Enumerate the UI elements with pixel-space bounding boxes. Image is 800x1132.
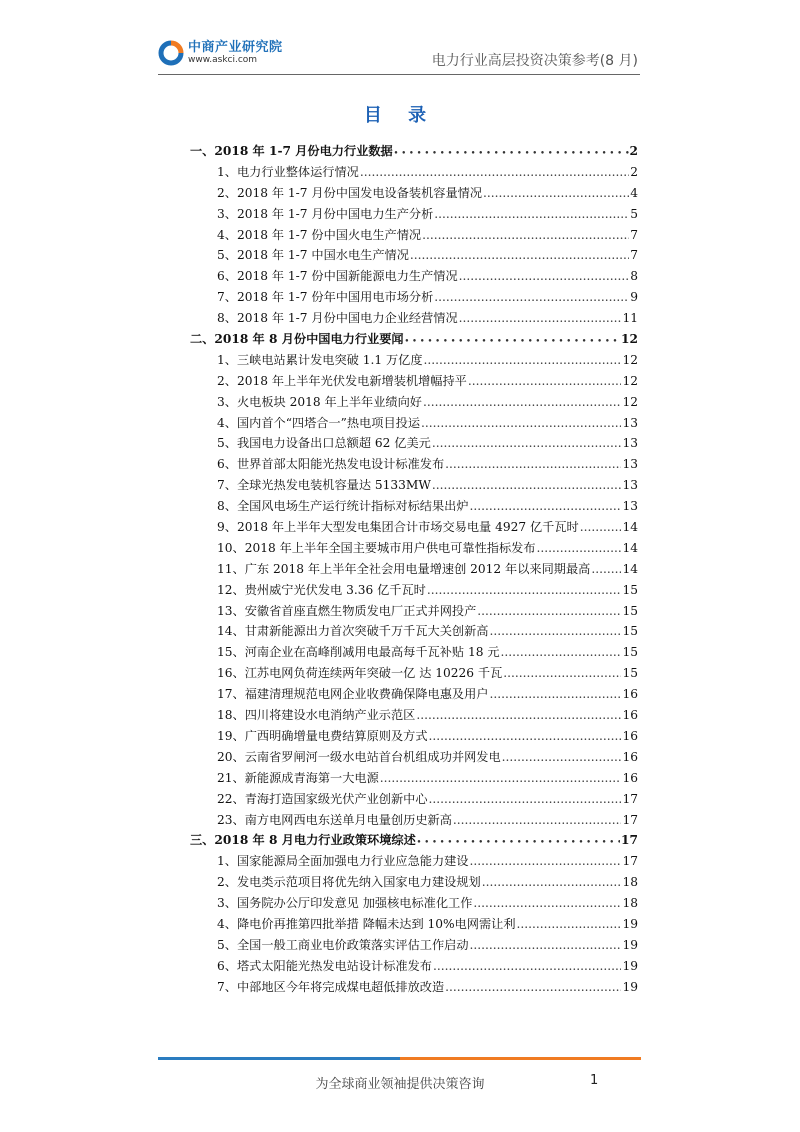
toc-entry-page: 19: [622, 979, 638, 994]
toc-entry-title: 8、2018 年 1-7 月份中国电力企业经营情况: [217, 311, 458, 326]
toc-leader-dots: [423, 395, 622, 409]
toc-item[interactable]: [190, 163, 638, 184]
toc-leader-dots: [503, 666, 621, 680]
toc-entry-page: 15: [622, 582, 638, 597]
toc-leader-dots: [421, 416, 621, 430]
toc-entry-title: 21、新能源成青海第一大电源: [217, 770, 379, 785]
toc-heading: 目 录: [363, 105, 437, 126]
toc-item[interactable]: [190, 852, 638, 873]
toc-entry-page: 12: [622, 394, 638, 409]
logo-name: 中商产业研究院: [188, 40, 283, 55]
toc-leader-dots: [473, 896, 621, 910]
toc-entry-title: 4、国内首个“四塔合一”热电项目投运: [217, 415, 421, 430]
toc-item[interactable]: [190, 873, 638, 894]
toc-leader-dots: [459, 269, 630, 283]
footer-divider-orange: [400, 1057, 641, 1060]
toc-entry-title: 23、南方电网西电东送单月电量创历史新高: [217, 812, 452, 827]
toc-item[interactable]: [190, 581, 638, 602]
toc-entry-title: 17、福建清理规范电网企业收费确保降电惠及用户: [217, 687, 489, 702]
toc-item[interactable]: [190, 351, 638, 372]
toc-item[interactable]: [190, 267, 638, 288]
toc-item[interactable]: [190, 602, 638, 623]
toc-leader-dots: [470, 854, 622, 868]
toc-entry-page: 16: [622, 728, 638, 743]
toc-item[interactable]: [190, 811, 638, 832]
toc-item[interactable]: [190, 226, 638, 247]
toc-leader-dots: [434, 207, 629, 221]
toc-entry-title: 3、国务院办公厅印发意见 加强核电标准化工作: [217, 896, 473, 911]
toc-entry-page: 13: [622, 436, 638, 451]
toc-entry-title: 15、河南企业在高峰削减用电最高每千瓦补贴 18 元: [217, 645, 500, 660]
toc-entry-title: 11、广东 2018 年上半年全社会用电量增速创 2012 年以来同期最高: [217, 561, 591, 576]
page-header: [158, 38, 638, 72]
toc-entry-page: 16: [622, 708, 638, 723]
toc-entry-title: 3、火电板块 2018 年上半年业绩向好: [217, 394, 422, 409]
toc-section[interactable]: [190, 330, 638, 351]
toc-leader-dots: [394, 144, 629, 158]
toc-leader-dots: [482, 875, 622, 889]
toc-leader-dots: [537, 541, 622, 555]
toc-item[interactable]: [190, 560, 638, 581]
toc-section[interactable]: [190, 831, 638, 852]
toc-entry-page: 13: [622, 457, 638, 472]
toc-entry-page: 13: [622, 478, 638, 493]
toc-entry-page: 12: [621, 332, 638, 347]
footer-divider-blue: [158, 1057, 400, 1060]
toc-entry-page: 13: [622, 415, 638, 430]
toc-leader-dots: [360, 165, 629, 179]
toc-entry-title: 20、云南省罗闸河一级水电站首台机组成功并网发电: [217, 749, 501, 764]
toc-leader-dots: [432, 436, 622, 450]
toc-entry-title: 6、世界首部太阳能光热发电设计标准发布: [217, 457, 445, 472]
toc-entry-title: 一、2018 年 1-7 月份电力行业数据: [190, 144, 393, 158]
toc-entry-page: 17: [621, 833, 638, 848]
toc-entry-title: 16、江苏电网负荷连续两年突破一亿 达 10226 千瓦: [217, 666, 503, 681]
toc-item[interactable]: [190, 894, 638, 915]
toc-leader-dots: [380, 771, 622, 785]
toc-entry-title: 5、我国电力设备出口总额超 62 亿美元: [217, 436, 431, 451]
toc-entry-page: 15: [622, 603, 638, 618]
toc-item[interactable]: [190, 455, 638, 476]
toc-entry-title: 5、2018 年 1-7 中国水电生产情况: [217, 248, 409, 263]
toc-entry-title: 1、国家能源局全面加强电力行业应急能力建设: [217, 854, 469, 869]
toc-item[interactable]: [190, 309, 638, 330]
toc-leader-dots: [405, 332, 620, 346]
toc-item[interactable]: [190, 915, 638, 936]
toc-entry-title: 5、全国一般工商业电价政策落实评估工作启动: [217, 937, 469, 952]
toc-item[interactable]: [190, 372, 638, 393]
toc-leader-dots: [410, 248, 629, 262]
toc-entry-title: 18、四川将建设水电消纳产业示范区: [217, 708, 416, 723]
toc-item[interactable]: [190, 622, 638, 643]
toc-entry-title: 19、广西明确增量电费结算原则及方式: [217, 728, 428, 743]
toc-entry-title: 二、2018 年 8 月份中国电力行业要闻: [190, 332, 404, 347]
toc-leader-dots: [416, 708, 621, 722]
toc-entry-page: 16: [622, 770, 638, 785]
toc-entry-page: 15: [622, 645, 638, 660]
toc-leader-dots: [591, 562, 621, 576]
toc-item[interactable]: [190, 936, 638, 957]
footer-slogan: 为全球商业领袖提供决策咨询: [315, 1077, 485, 1092]
toc-leader-dots: [501, 645, 622, 659]
toc-item[interactable]: [190, 978, 638, 999]
logo-url: www.askci.com: [188, 55, 258, 65]
page-number: 1: [590, 1073, 599, 1088]
toc-entry-title: 4、2018 年 1-7 份中国火电生产情况: [217, 227, 422, 242]
toc-leader-dots: [445, 980, 621, 994]
toc-entry-page: 14: [622, 520, 638, 535]
toc-leader-dots: [502, 750, 622, 764]
toc-entry-title: 6、2018 年 1-7 份中国新能源电力生产情况: [217, 269, 458, 284]
toc-leader-dots: [483, 186, 629, 200]
toc-entry-title: 22、青海打造国家级光伏产业创新中心: [217, 791, 428, 806]
toc-entry-page: 19: [622, 937, 638, 952]
header-divider: [158, 74, 640, 75]
toc-entry-page: 17: [622, 812, 638, 827]
toc-entry-title: 4、降电价再推第四批举措 降幅未达到 10%电网需让利: [217, 916, 516, 931]
toc-entry-page: 15: [622, 666, 638, 681]
toc-leader-dots: [432, 478, 622, 492]
toc-leader-dots: [470, 499, 622, 513]
toc-item[interactable]: [190, 957, 638, 978]
toc-item[interactable]: [190, 434, 638, 455]
toc-entry-title: 9、2018 年上半年大型发电集团合计市场交易电量 4927 亿千瓦时: [217, 520, 579, 535]
toc-entry-title: 12、贵州威宁光伏发电 3.36 亿千瓦时: [217, 582, 426, 597]
toc-item[interactable]: [190, 393, 638, 414]
toc-leader-dots: [422, 228, 629, 242]
toc-leader-dots: [427, 583, 622, 597]
toc-entry-title: 10、2018 年上半年全国主要城市用户供电可靠性指标发布: [217, 540, 536, 555]
toc-entry-page: 14: [622, 540, 638, 555]
toc-item[interactable]: [190, 288, 638, 309]
toc-entry-title: 三、2018 年 8 月电力行业政策环境综述: [190, 833, 416, 848]
toc-leader-dots: [429, 729, 622, 743]
toc-item[interactable]: [190, 246, 638, 267]
toc-entry-page: 17: [622, 791, 638, 806]
toc-entry-title: 3、2018 年 1-7 月份中国电力生产分析: [217, 206, 434, 221]
toc-entry-page: 19: [622, 916, 638, 931]
toc-entry-title: 8、全国风电场生产运行统计指标对标结果出炉: [217, 499, 469, 514]
toc-entry-page: 2: [629, 144, 638, 158]
toc-entry-title: 1、电力行业整体运行情况: [217, 164, 359, 179]
toc-item[interactable]: [190, 706, 638, 727]
toc-entry-page: 18: [622, 896, 638, 911]
toc-entry-page: 11: [622, 311, 638, 326]
toc-item[interactable]: [190, 184, 638, 205]
toc-leader-dots: [445, 457, 621, 471]
toc-entry-title: 13、安徽省首座直燃生物质发电厂正式并网投产: [217, 603, 477, 618]
toc-entry-page: 9: [630, 290, 638, 305]
toc-item[interactable]: [190, 476, 638, 497]
toc-entry-page: 14: [622, 561, 638, 576]
toc-entry-page: 8: [630, 269, 638, 284]
toc-leader-dots: [417, 833, 620, 847]
toc-leader-dots: [468, 374, 622, 388]
toc-entry-title: 7、全球光热发电装机容量达 5133MW: [217, 478, 431, 493]
toc-entry-title: 2、2018 年上半年光伏发电新增装机增幅持平: [217, 373, 467, 388]
toc-entry-page: 17: [622, 854, 638, 869]
toc-entry-title: 14、甘肃新能源出力首次突破千万千瓦大关创新高: [217, 624, 489, 639]
toc-item[interactable]: [190, 685, 638, 706]
toc-entry-page: 5: [630, 206, 638, 221]
toc-leader-dots: [453, 813, 622, 827]
toc-item[interactable]: [190, 769, 638, 790]
toc-leader-dots: [517, 917, 622, 931]
toc-item[interactable]: [190, 643, 638, 664]
company-logo: [158, 38, 283, 68]
toc-item[interactable]: [190, 748, 638, 769]
toc-entry-page: 7: [630, 227, 638, 242]
toc-entry-page: 7: [630, 248, 638, 263]
toc-entry-page: 18: [622, 875, 638, 890]
toc-entry-page: 13: [622, 499, 638, 514]
toc-leader-dots: [489, 624, 621, 638]
toc-entry-title: 7、中部地区今年将完成煤电超低排放改造: [217, 979, 445, 994]
toc-item[interactable]: [190, 664, 638, 685]
toc-leader-dots: [434, 290, 629, 304]
toc-leader-dots: [424, 353, 622, 367]
toc-entry-page: 16: [622, 687, 638, 702]
toc-entry-title: 1、三峡电站累计发电突破 1.1 万亿度: [217, 352, 423, 367]
toc-leader-dots: [459, 311, 622, 325]
toc-entry-title: 7、2018 年 1-7 份年中国用电市场分析: [217, 290, 434, 305]
toc-entry-page: 12: [622, 352, 638, 367]
toc-leader-dots: [477, 604, 621, 618]
toc-item[interactable]: [190, 790, 638, 811]
toc-leader-dots: [429, 792, 622, 806]
toc-section[interactable]: [190, 142, 638, 163]
toc-item[interactable]: [190, 539, 638, 560]
toc-entry-title: 2、发电类示范项目将优先纳入国家电力建设规划: [217, 875, 481, 890]
toc-entry-page: 2: [630, 164, 638, 179]
document-title: 电力行业高层投资决策参考(8 月): [431, 53, 638, 69]
toc-leader-dots: [580, 520, 622, 534]
toc-entry-page: 12: [622, 373, 638, 388]
toc-item[interactable]: [190, 205, 638, 226]
toc-item[interactable]: [190, 727, 638, 748]
toc-item[interactable]: [190, 518, 638, 539]
toc-item[interactable]: [190, 414, 638, 435]
toc-item[interactable]: [190, 497, 638, 518]
toc-leader-dots: [433, 959, 622, 973]
logo-icon: [158, 40, 184, 66]
toc-leader-dots: [470, 938, 622, 952]
toc-leader-dots: [489, 687, 621, 701]
toc-entry-title: 6、塔式太阳能光热发电站设计标准发布: [217, 958, 432, 973]
toc-entry-page: 19: [622, 958, 638, 973]
table-of-contents: [190, 142, 638, 999]
toc-entry-title: 2、2018 年 1-7 月份中国发电设备装机容量情况: [217, 185, 483, 200]
toc-entry-page: 4: [630, 185, 638, 200]
toc-entry-page: 15: [622, 624, 638, 639]
toc-entry-page: 16: [622, 749, 638, 764]
